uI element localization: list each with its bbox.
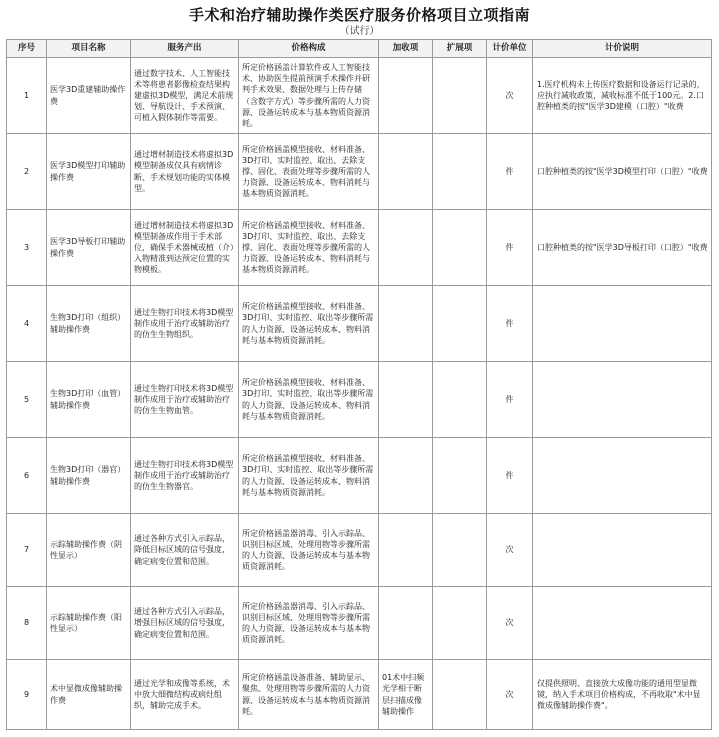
cell-no: 6 [7,438,47,514]
header-desc: 计价说明 [533,40,712,58]
cell-output: 通过各种方式引入示踪品，降低目标区域的信号强度，确定病变位置和范围。 [131,514,239,587]
cell-unit: 次 [487,660,533,730]
cell-name: 术中显微成像辅助操作费 [47,660,131,730]
table-row [7,58,712,134]
cell-name: 医学3D导板打印辅助操作费 [47,210,131,286]
cell-ext [433,134,487,210]
header-no: 序号 [7,40,47,58]
cell-addon [379,587,433,660]
cell-no: 3 [7,210,47,286]
cell-no: 7 [7,514,47,587]
cell-desc: 口腔种植类的按"医学3D导板打印（口腔）"收费 [533,210,712,286]
header-price: 价格构成 [239,40,379,58]
cell-ext [433,587,487,660]
cell-ext [433,58,487,134]
cell-unit: 件 [487,210,533,286]
cell-name: 生物3D打印（组织）辅助操作费 [47,286,131,362]
cell-output: 通过生物打印技术将3D模型制作成用于治疗或辅助治疗的仿生生物血管。 [131,362,239,438]
header-unit: 计价单位 [487,40,533,58]
cell-name: 示踪辅助操作费（阳性显示） [47,587,131,660]
cell-price: 所定价格涵盖计算软件或人工智能技术、协助医生提前预演手术操作并研判手术效果、数据处理与上传存储（含数字方式）等步骤所需的人力资源、设备运转成本与基本物质资源消耗。 [239,58,379,134]
cell-desc [533,362,712,438]
table-row [7,210,712,286]
table-header-row [7,40,712,58]
table-row [7,514,712,587]
cell-price: 所定价格涵盖器消毒、引入示踪品、识别目标区域、处理用物等步骤所需的人力资源、设备运转成本与基本物质资源消耗。 [239,514,379,587]
cell-price: 所定价格涵盖模型接收、材料准备、3D打印、实时监控、取出等步骤所需的人力资源、设备运转成本、物料消耗与基本物质资源消耗。 [239,438,379,514]
table-row [7,587,712,660]
cell-no: 9 [7,660,47,730]
cell-ext [433,286,487,362]
cell-unit: 次 [487,58,533,134]
cell-price: 所定价格涵盖器消毒、引入示踪品、识别目标区域、处理用物等步骤所需的人力资源、设备运转成本与基本物质资源消耗。 [239,587,379,660]
cell-output: 通过光学和成像等系统，术中放大细微结构或病灶组织，辅助完成手术。 [131,660,239,730]
price-item-table [6,39,712,730]
cell-price: 所定价格涵盖模型接收、材料准备、3D打印、实时监控、取出、去除支撑、固化、表面处理等步骤所需的人力资源、设备运转成本、物料消耗与基本物质资源消耗。 [239,134,379,210]
table-row [7,438,712,514]
header-name: 项目名称 [47,40,131,58]
cell-name: 生物3D打印（器官）辅助操作费 [47,438,131,514]
cell-ext [433,514,487,587]
cell-name: 示踪辅助操作费（阴性显示） [47,514,131,587]
cell-ext [433,438,487,514]
table-row [7,134,712,210]
cell-unit: 件 [487,438,533,514]
cell-unit: 次 [487,514,533,587]
cell-name: 医学3D模型打印辅助操作费 [47,134,131,210]
cell-addon [379,58,433,134]
cell-unit: 件 [487,286,533,362]
cell-addon [379,286,433,362]
cell-output: 通过各种方式引入示踪品，增强目标区域的信号强度，确定病变位置和范围。 [131,587,239,660]
cell-desc: 口腔种植类的按"医学3D模型打印（口腔）"收费 [533,134,712,210]
cell-unit: 件 [487,362,533,438]
cell-ext [433,210,487,286]
document-subtitle: （试行） [339,26,380,37]
cell-output: 通过数字技术、人工智能技术等将患者影像检查结果构建虚拟3D模型，满足术前规划、导航设计、手术预演、可植入假体制作等需要。 [131,58,239,134]
header-addon: 加收项 [379,40,433,58]
cell-desc [533,514,712,587]
cell-price: 所定价格涵盖模型接收、材料准备、3D打印、实时监控、取出等步骤所需的人力资源、设备运转成本、物料消耗与基本物质资源消耗。 [239,286,379,362]
cell-addon [379,514,433,587]
table-row [7,362,712,438]
cell-no: 4 [7,286,47,362]
cell-addon [379,362,433,438]
document-title: 手术和治疗辅助操作类医疗服务价格项目立项指南 [188,6,530,24]
cell-ext [433,660,487,730]
table-row [7,286,712,362]
cell-desc [533,286,712,362]
cell-no: 8 [7,587,47,660]
table-row [7,660,712,730]
cell-addon: 01术中扫频光学相干断层扫描成像辅助操作 [379,660,433,730]
cell-name: 医学3D重建辅助操作费 [47,58,131,134]
cell-ext [433,362,487,438]
cell-unit: 件 [487,134,533,210]
cell-price: 所定价格涵盖设备准备、辅助显示、聚焦、处理用物等步骤所需的人力资源、设备运转成本与基本物质资源消耗。 [239,660,379,730]
cell-price: 所定价格涵盖模型接收、材料准备、3D打印、实时监控、取出、去除支撑、固化、表面处理等步骤所需的人力资源、设备运转成本、物料消耗与基本物质资源消耗。 [239,210,379,286]
cell-no: 5 [7,362,47,438]
cell-desc: 仅提供照明、直接放大成像功能的通用型显微镜，纳入手术项目价格构成，不再收取"术中显微成像辅助操作费"。 [533,660,712,730]
cell-output: 通过增材制造技术将虚拟3D模型制备成作用于手术部位，确保手术器械或植（介）入物精准到达预定位置的实物模板。 [131,210,239,286]
header-output: 服务产出 [131,40,239,58]
header-ext: 扩展项 [433,40,487,58]
cell-desc [533,587,712,660]
cell-addon [379,438,433,514]
cell-price: 所定价格涵盖模型接收、材料准备、3D打印、实时监控、取出等步骤所需的人力资源、设备运转成本、物料消耗与基本物质资源消耗。 [239,362,379,438]
cell-no: 1 [7,58,47,134]
cell-name: 生物3D打印（血管）辅助操作费 [47,362,131,438]
cell-no: 2 [7,134,47,210]
cell-desc [533,438,712,514]
cell-addon [379,134,433,210]
cell-desc: 1.医疗机构未上传医疗数据和设备运行记录的，应执行减收政策，减收标准不低于100元。2.口腔种植类的按"医学3D建模（口腔）"收费 [533,58,712,134]
cell-output: 通过增材制造技术将虚拟3D模型制备成仅具有病情诊断、手术规划功能的实体模型。 [131,134,239,210]
cell-unit: 次 [487,587,533,660]
cell-output: 通过生物打印技术将3D模型制作成用于治疗或辅助治疗的仿生生物器官。 [131,438,239,514]
cell-addon [379,210,433,286]
cell-output: 通过生物打印技术将3D模型制作成用于治疗或辅助治疗的仿生生物组织。 [131,286,239,362]
